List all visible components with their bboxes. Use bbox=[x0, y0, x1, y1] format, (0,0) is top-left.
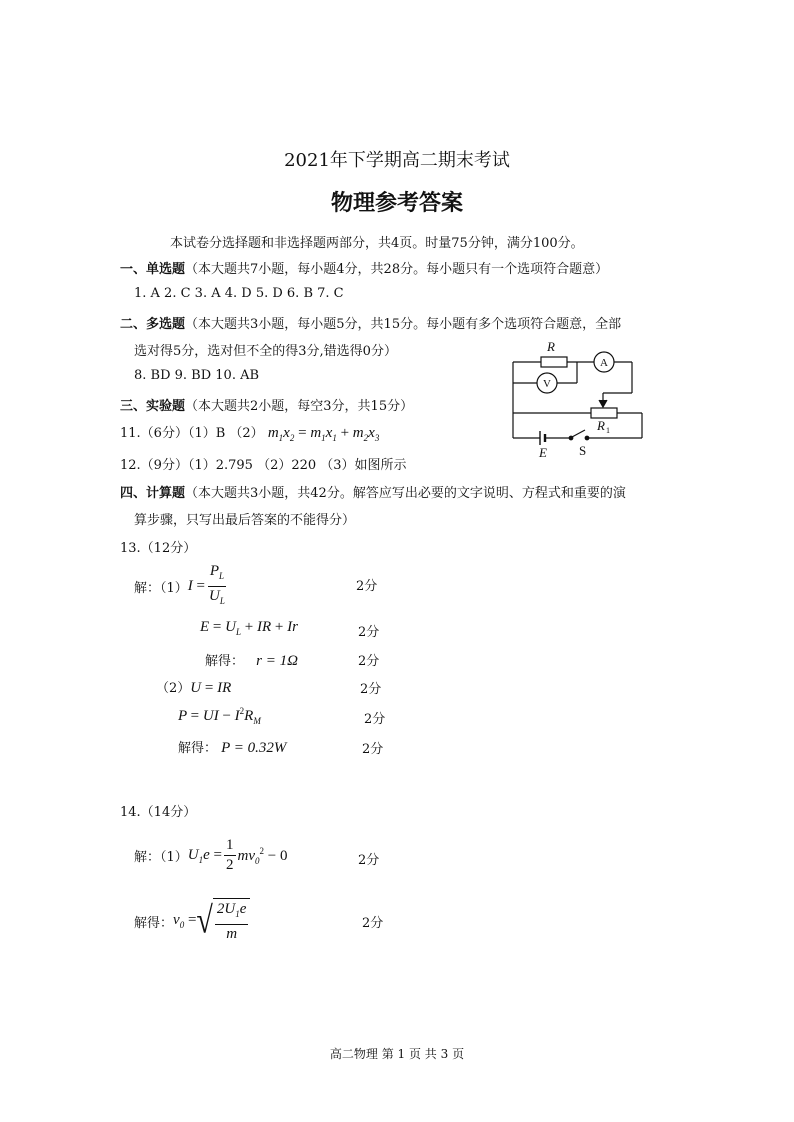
score: 2分 bbox=[364, 712, 386, 727]
circuit-diagram bbox=[505, 338, 665, 463]
resistor-r bbox=[541, 357, 567, 367]
label-a: A bbox=[600, 357, 608, 369]
sqrt: √ $\frac{2U_1e}{m}$ bbox=[196, 898, 250, 944]
section-desc-cont: 算步骤，只写出最后答案的不能得分） bbox=[134, 513, 356, 528]
r-value: r = 1Ω bbox=[256, 653, 298, 669]
section-head: 四、计算题 bbox=[120, 486, 186, 501]
q13-eq2: $E = U_L$ + IR + Ir bbox=[200, 619, 298, 637]
q13-eq3: （2）U = IR bbox=[156, 680, 232, 696]
label-r1: R bbox=[597, 418, 605, 433]
section-desc: （本大题共3小题，共42分。解答应写出必要的文字说明、方程式和重要的演 bbox=[185, 486, 626, 501]
label-r1-sub: 1 bbox=[606, 426, 610, 435]
q11-formula: $m_1x_2 = m_1x_1 + m_2x_3$ bbox=[267, 425, 380, 443]
section-head: 三、实验题 bbox=[120, 399, 186, 414]
single-choice-answers: 1. A 2. C 3. A 4. D 5. D 6. B 7. C bbox=[134, 286, 344, 301]
section-calculation bbox=[120, 482, 626, 501]
section-multi-choice bbox=[120, 313, 621, 332]
section-desc-cont: 选对得5分，选对但不全的得3分,错选得0分） bbox=[134, 344, 397, 359]
q11-prefix: 11.（6分）（1）B （2） bbox=[120, 426, 264, 441]
solution-label: 解：（1） bbox=[134, 581, 188, 596]
rheostat-r1 bbox=[591, 408, 617, 418]
q14-header: 14.（14分） bbox=[120, 805, 197, 820]
fraction-half: $\frac{1}{2}$ bbox=[226, 837, 234, 873]
q13-eq1: 解：（1） I = $\frac{P_L}{U_L}$ bbox=[134, 562, 229, 611]
multi-choice-answers: 8. BD 9. BD 10. AB bbox=[134, 368, 260, 383]
section-single-choice bbox=[120, 258, 608, 277]
intro-text: 本试卷分选择题和非选择题两部分，共4页。时量75分钟，满分100分。 bbox=[170, 236, 584, 251]
jiede-label: 解得： bbox=[205, 654, 245, 669]
fraction: $\frac{P_L}{U_L}$ bbox=[209, 563, 225, 606]
q11-answer bbox=[120, 422, 379, 443]
q13-result1 bbox=[205, 650, 298, 670]
label-r: R bbox=[547, 339, 555, 354]
label-v: V bbox=[543, 378, 551, 390]
label-e: E bbox=[539, 445, 547, 460]
score: 2分 bbox=[358, 625, 380, 640]
section-desc: （本大题共7小题，每小题4分，共28分。每小题只有一个选项符合题意） bbox=[185, 262, 609, 277]
section-desc: （本大题共3小题，每小题5分，共15分。每小题有多个选项符合题意，全部 bbox=[185, 317, 622, 332]
section-desc: （本大题共2小题，每空3分，共15分） bbox=[185, 399, 414, 414]
solution-label: 解：（1） bbox=[134, 850, 188, 865]
jiede-label: 解得： bbox=[134, 915, 174, 931]
score: 2分 bbox=[356, 579, 378, 594]
exam-title: 2021年下学期高二期末考试 bbox=[284, 150, 510, 171]
score: 2分 bbox=[358, 853, 380, 868]
label-s: S bbox=[579, 443, 587, 458]
section-head: 二、多选题 bbox=[120, 317, 186, 332]
switch bbox=[572, 430, 585, 437]
q13-eq4: P = UI − $I^2R_M$ bbox=[178, 706, 261, 726]
p-value: P = 0.32W bbox=[221, 740, 287, 756]
score: 2分 bbox=[358, 654, 380, 669]
score: 2分 bbox=[360, 682, 382, 697]
q12-answer: 12.（9分）（1）2.795 （2）220 （3）如图所示 bbox=[120, 458, 407, 473]
q13-result2 bbox=[178, 737, 286, 757]
score: 2分 bbox=[362, 916, 384, 931]
q14-result: 解得： $v_0$ = √ $\frac{2U_1e}{m}$ bbox=[134, 898, 250, 944]
section-head: 一、单选题 bbox=[120, 262, 186, 277]
subject-title: 物理参考答案 bbox=[330, 191, 463, 216]
part-label: （2） bbox=[156, 681, 191, 696]
section-experiment bbox=[120, 395, 413, 414]
score: 2分 bbox=[362, 742, 384, 757]
q13-header: 13.（12分） bbox=[120, 541, 197, 556]
page-footer: 高二物理 第 1 页 共 3 页 bbox=[329, 1047, 465, 1061]
jiede-label: 解得： bbox=[178, 741, 218, 756]
q14-eq1: 解：（1） $U_1e$ = $\frac{1}{2}$ $mv_0^2 - 0$ bbox=[134, 837, 288, 873]
